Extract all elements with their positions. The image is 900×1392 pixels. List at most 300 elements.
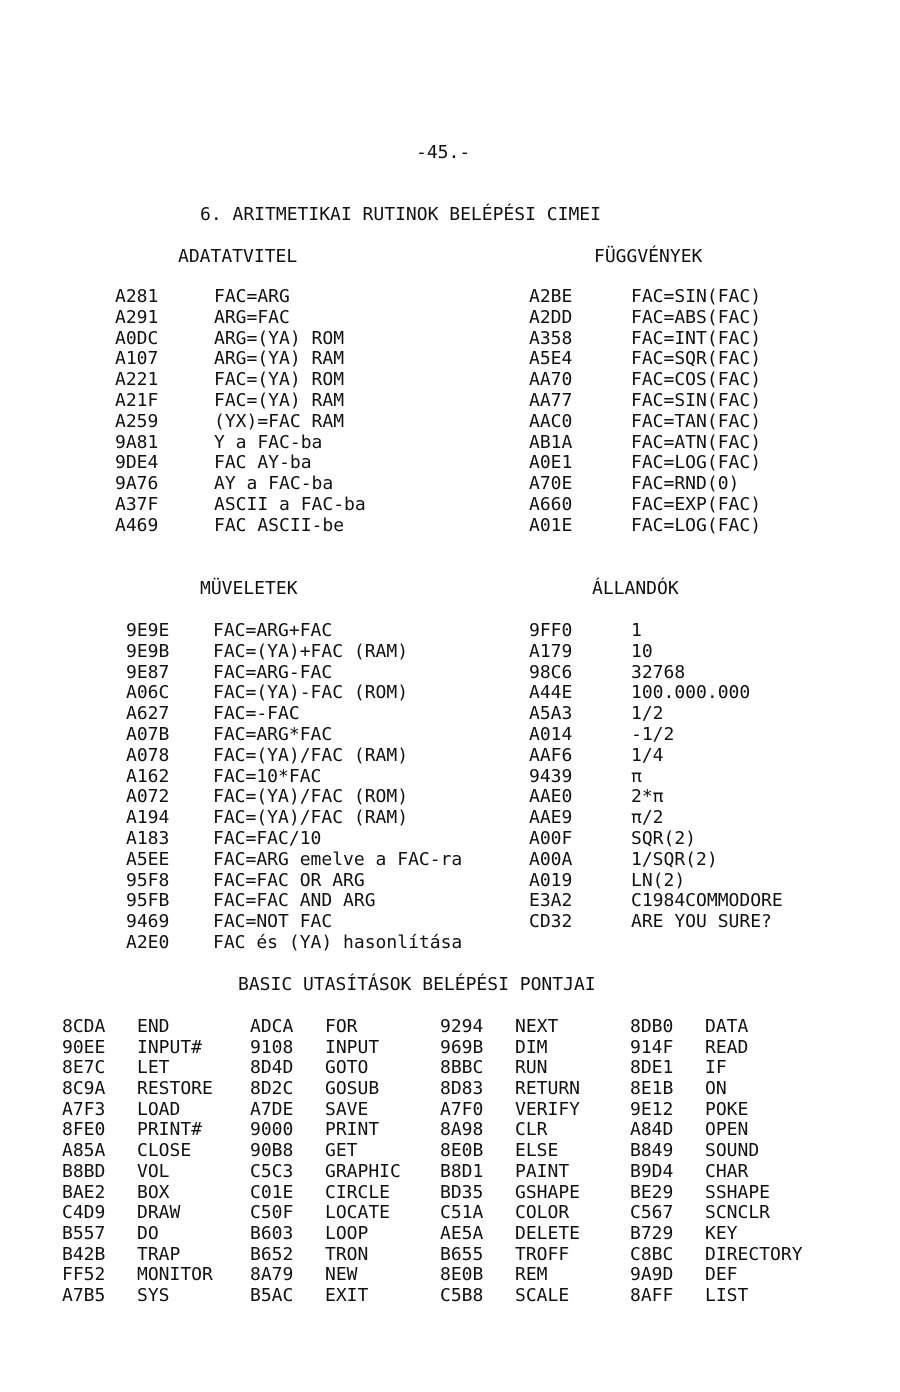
address-cell: A70E [529,473,573,495]
command-cell: INPUT [325,1036,380,1058]
command-cell: READ [705,1036,749,1058]
description-cell: FAC=ARG*FAC [213,723,333,745]
address-cell: A5EE [126,848,170,870]
address-cell: 9E12 [630,1098,674,1120]
description-cell: FAC=SIN(FAC) [631,389,762,411]
description-cell: FAC AY-ba [214,452,312,474]
description-cell: (YX)=FAC RAM [214,410,345,432]
description-cell: ARG=(YA) RAM [214,348,345,370]
address-cell: 9439 [529,765,573,787]
command-cell: GET [325,1140,358,1162]
address-cell: AAC0 [529,410,573,432]
command-cell: DATA [705,1016,749,1037]
description-cell: 2*π [631,786,664,808]
command-cell: GRAPHIC [325,1160,401,1182]
command-cell: NEXT [515,1016,559,1037]
address-cell: C5B8 [440,1284,484,1306]
description-cell: FAC=ARG-FAC [213,661,333,683]
section-heading-allandok: ÁLLANDÓK [592,578,679,599]
table-row [0,828,520,849]
command-cell: LOCATE [325,1202,391,1224]
address-cell: A44E [529,682,573,704]
command-cell: TRAP [137,1243,181,1265]
command-cell: SCALE [515,1284,570,1306]
description-cell: 1/4 [631,744,664,766]
chapter-title: 6. ARITMETIKAI RUTINOK BELÉPÉSI CIMEI [200,204,601,225]
address-cell: 95FB [126,890,170,912]
address-cell: B42B [62,1243,106,1265]
description-cell: ARG=FAC [214,306,290,328]
command-cell: TROFF [515,1243,570,1265]
address-cell: C50F [250,1202,294,1224]
address-cell: 9294 [440,1016,484,1037]
table-row [450,411,900,432]
description-cell: 1 [631,620,642,641]
table-row [0,1119,900,1140]
table-row [0,1161,900,1182]
address-cell: 9A9D [630,1264,674,1286]
description-cell: FAC=NOT FAC [213,911,333,933]
command-cell: ON [705,1078,727,1100]
address-cell: CD32 [529,911,573,933]
command-cell: RUN [515,1057,548,1079]
description-cell: FAC=(YA)/FAC (RAM) [213,744,409,766]
table-row [0,1057,900,1078]
address-cell: A014 [529,723,573,745]
address-cell: A7F3 [62,1098,106,1120]
address-cell: 8D2C [250,1078,294,1100]
address-cell: 90B8 [250,1140,294,1162]
description-cell: ARG=(YA) ROM [214,327,345,349]
description-cell: FAC és (YA) hasonlítása [213,931,463,953]
description-cell: π/2 [631,807,664,829]
description-cell: FAC=ABS(FAC) [631,306,762,328]
description-cell: C1984COMMODORE [631,890,783,912]
address-cell: A85A [62,1140,106,1162]
address-cell: B655 [440,1243,484,1265]
address-cell: 8D4D [250,1057,294,1079]
address-cell: A358 [529,327,573,349]
address-cell: 8D83 [440,1078,484,1100]
table-row [0,786,520,807]
command-cell: IF [705,1057,727,1079]
command-cell: DRAW [137,1202,181,1224]
address-cell: A291 [115,306,159,328]
command-cell: REM [515,1264,548,1286]
address-cell: C01E [250,1181,294,1203]
address-cell: 8FE0 [62,1119,106,1141]
section-heading-muveletek: MÜVELETEK [200,578,298,599]
table-row [520,682,900,703]
command-cell: LOOP [325,1222,369,1244]
description-cell: FAC=ARG emelve a FAC-ra [213,848,463,870]
command-cell: SCNCLR [705,1202,771,1224]
table-row [450,390,900,411]
table-row [0,1285,900,1306]
address-cell: A2BE [529,286,573,307]
description-cell: FAC=FAC/10 [213,827,322,849]
address-cell: 8BBC [440,1057,484,1079]
table-row [0,369,450,390]
table-row [520,911,900,932]
description-cell: LN(2) [631,869,686,891]
address-cell: E3A2 [529,890,573,912]
address-cell: BD35 [440,1181,484,1203]
command-cell: GSHAPE [515,1181,581,1203]
table-row [0,1140,900,1161]
description-cell: AY a FAC-ba [214,473,334,495]
command-cell: PAINT [515,1160,570,1182]
description-cell: 1/SQR(2) [631,848,718,870]
address-cell: A07B [126,723,170,745]
description-cell: FAC=ARG [214,286,290,307]
command-cell: DELETE [515,1222,581,1244]
description-cell: FAC=COS(FAC) [631,369,762,391]
address-cell: A2E0 [126,931,170,953]
table-row [520,786,900,807]
address-cell: B8BD [62,1160,106,1182]
description-cell: FAC=ATN(FAC) [631,431,762,453]
address-cell: 9E9E [126,620,170,641]
table-row [520,745,900,766]
address-cell: B557 [62,1222,106,1244]
command-cell: CIRCLE [325,1181,391,1203]
description-cell: FAC=-FAC [213,703,300,725]
address-cell: A7F0 [440,1098,484,1120]
address-cell: A107 [115,348,159,370]
address-cell: A0E1 [529,452,573,474]
address-cell: A259 [115,410,159,432]
address-cell: C51A [440,1202,484,1224]
address-cell: C8BC [630,1243,674,1265]
command-cell: SSHAPE [705,1181,771,1203]
table-row [520,703,900,724]
address-cell: AAE0 [529,786,573,808]
table-row [0,307,450,328]
address-cell: A072 [126,786,170,808]
address-cell: B603 [250,1222,294,1244]
table-row [520,828,900,849]
description-cell: FAC=(YA)-FAC (ROM) [213,682,409,704]
address-cell: B849 [630,1140,674,1162]
table-row [0,1202,900,1223]
table-row [0,703,520,724]
address-cell: A7B5 [62,1284,106,1306]
table-row [0,494,450,515]
description-cell: FAC=INT(FAC) [631,327,762,349]
table-row [0,390,450,411]
table-row [0,766,520,787]
description-cell: ARE YOU SURE? [631,911,772,933]
address-cell: A84D [630,1119,674,1141]
table-row [450,494,900,515]
table-row [0,1223,900,1244]
table-row [0,1078,900,1099]
table-row [450,348,900,369]
address-cell: C4D9 [62,1202,106,1224]
address-cell: A5A3 [529,703,573,725]
description-cell: FAC=(YA)/FAC (ROM) [213,786,409,808]
address-cell: 969B [440,1036,484,1058]
address-cell: BAE2 [62,1181,106,1203]
address-cell: A179 [529,640,573,662]
description-cell: 1/2 [631,703,664,725]
description-cell: SQR(2) [631,827,697,849]
description-cell: FAC=SQR(FAC) [631,348,762,370]
address-cell: 8E0B [440,1264,484,1286]
address-cell: 9FF0 [529,620,573,641]
command-cell: PRINT# [137,1119,203,1141]
command-cell: END [137,1016,170,1037]
description-cell: FAC=ARG+FAC [213,620,333,641]
table-row [0,849,520,870]
address-cell: C5C3 [250,1160,294,1182]
description-cell: FAC=(YA)/FAC (RAM) [213,807,409,829]
table-row [0,932,520,953]
command-cell: BOX [137,1181,170,1203]
muveletek-table [0,620,520,953]
address-cell: 9E9B [126,640,170,662]
allandok-table [520,620,900,932]
description-cell: FAC=SIN(FAC) [631,286,762,307]
table-row [520,641,900,662]
description-cell: FAC=LOG(FAC) [631,514,762,536]
address-cell: A019 [529,869,573,891]
address-cell: A0DC [115,327,159,349]
command-cell: DEF [705,1264,738,1286]
command-cell: POKE [705,1098,749,1120]
address-cell: 8CDA [62,1016,106,1037]
table-row [0,1099,900,1120]
command-cell: CLR [515,1119,548,1141]
command-cell: LIST [705,1284,749,1306]
table-row [0,911,520,932]
address-cell: 8DE1 [630,1057,674,1079]
command-cell: VERIFY [515,1098,581,1120]
address-cell: 8A79 [250,1264,294,1286]
command-cell: RESTORE [137,1078,213,1100]
command-cell: KEY [705,1222,738,1244]
description-cell: FAC ASCII-be [214,514,345,536]
address-cell: BE29 [630,1181,674,1203]
table-row [0,807,520,828]
command-cell: SAVE [325,1098,369,1120]
address-cell: A469 [115,514,159,536]
address-cell: A5E4 [529,348,573,370]
description-cell: ASCII a FAC-ba [214,493,366,515]
address-cell: A194 [126,807,170,829]
command-cell: LOAD [137,1098,181,1120]
page-number: -45.- [416,142,471,163]
fuggvenyek-table [450,286,900,536]
address-cell: B652 [250,1243,294,1265]
address-cell: A00F [529,827,573,849]
address-cell: AAF6 [529,744,573,766]
command-cell: RETURN [515,1078,581,1100]
basic-table [0,1016,900,1306]
address-cell: 9A81 [115,431,159,453]
table-row [0,641,520,662]
command-cell: GOSUB [325,1078,380,1100]
address-cell: B9D4 [630,1160,674,1182]
table-row [450,369,900,390]
address-cell: AE5A [440,1222,484,1244]
description-cell: FAC=(YA)+FAC (RAM) [213,640,409,662]
address-cell: A281 [115,286,159,307]
table-row [0,328,450,349]
table-row [450,307,900,328]
address-cell: 9E87 [126,661,170,683]
command-cell: MONITOR [137,1264,213,1286]
description-cell: 100.000.000 [631,682,751,704]
address-cell: A00A [529,848,573,870]
table-row [0,1016,900,1037]
address-cell: B5AC [250,1284,294,1306]
command-cell: DIRECTORY [705,1243,803,1265]
table-row [0,286,450,307]
description-cell: FAC=EXP(FAC) [631,493,762,515]
table-row [450,452,900,473]
table-row [0,724,520,745]
table-row [0,515,450,536]
table-row [450,286,900,307]
address-cell: A37F [115,493,159,515]
address-cell: A162 [126,765,170,787]
table-row [0,870,520,891]
table-row [0,1182,900,1203]
address-cell: 9108 [250,1036,294,1058]
address-cell: A2DD [529,306,573,328]
command-cell: INPUT# [137,1036,203,1058]
table-row [0,452,450,473]
description-cell: 10 [631,640,653,662]
table-row [0,1264,900,1285]
address-cell: 914F [630,1036,674,1058]
table-row [0,662,520,683]
address-cell: 9000 [250,1119,294,1141]
table-row [450,515,900,536]
table-row [0,432,450,453]
description-cell: Y a FAC-ba [214,431,323,453]
description-cell: FAC=TAN(FAC) [631,410,762,432]
description-cell: FAC=(YA) RAM [214,389,345,411]
address-cell: A06C [126,682,170,704]
table-row [0,745,520,766]
command-cell: NEW [325,1264,358,1286]
command-cell: DO [137,1222,159,1244]
description-cell: FAC=RND(0) [631,473,740,495]
description-cell: -1/2 [631,723,675,745]
description-cell: FAC=LOG(FAC) [631,452,762,474]
description-cell: FAC=(YA) ROM [214,369,345,391]
table-row [450,432,900,453]
address-cell: A078 [126,744,170,766]
command-cell: CHAR [705,1160,749,1182]
adatatvitel-table [0,286,450,536]
address-cell: B729 [630,1222,674,1244]
address-cell: AA77 [529,389,573,411]
address-cell: A183 [126,827,170,849]
command-cell: DIM [515,1036,548,1058]
table-row [520,849,900,870]
table-row [520,620,900,641]
address-cell: ADCA [250,1016,294,1037]
address-cell: 98C6 [529,661,573,683]
table-row [0,473,450,494]
address-cell: 95F8 [126,869,170,891]
address-cell: AAE9 [529,807,573,829]
table-row [450,473,900,494]
address-cell: C567 [630,1202,674,1224]
command-cell: TRON [325,1243,369,1265]
table-row [450,328,900,349]
address-cell: B8D1 [440,1160,484,1182]
description-cell: FAC=10*FAC [213,765,322,787]
command-cell: VOL [137,1160,170,1182]
address-cell: A221 [115,369,159,391]
address-cell: 9DE4 [115,452,159,474]
command-cell: OPEN [705,1119,749,1141]
table-row [0,890,520,911]
table-row [0,348,450,369]
table-row [520,807,900,828]
address-cell: 8E7C [62,1057,106,1079]
command-cell: EXIT [325,1284,369,1306]
address-cell: 8E0B [440,1140,484,1162]
address-cell: A21F [115,389,159,411]
table-row [0,1244,900,1265]
table-row [0,411,450,432]
command-cell: LET [137,1057,170,1079]
section-heading-adatatvitel: ADATATVITEL [178,246,298,267]
address-cell: 8E1B [630,1078,674,1100]
command-cell: SYS [137,1284,170,1306]
address-cell: 8C9A [62,1078,106,1100]
address-cell: A7DE [250,1098,294,1120]
table-row [0,1037,900,1058]
address-cell: FF52 [62,1264,106,1286]
description-cell: π [631,765,642,787]
address-cell: 9469 [126,911,170,933]
table-row [0,682,520,703]
command-cell: PRINT [325,1119,380,1141]
command-cell: CLOSE [137,1140,192,1162]
table-row [0,620,520,641]
address-cell: 8DB0 [630,1016,674,1037]
address-cell: A01E [529,514,573,536]
address-cell: 8AFF [630,1284,674,1306]
address-cell: AB1A [529,431,573,453]
section-heading-fuggvenyek: FÜGGVÉNYEK [594,246,703,267]
table-row [520,870,900,891]
table-row [520,890,900,911]
command-cell: ELSE [515,1140,559,1162]
table-row [520,724,900,745]
description-cell: FAC=FAC OR ARG [213,869,365,891]
table-row [520,766,900,787]
address-cell: 8A98 [440,1119,484,1141]
address-cell: A660 [529,493,573,515]
command-cell: COLOR [515,1202,570,1224]
address-cell: AA70 [529,369,573,391]
address-cell: 90EE [62,1036,106,1058]
command-cell: FOR [325,1016,358,1037]
description-cell: FAC=FAC AND ARG [213,890,376,912]
address-cell: 9A76 [115,473,159,495]
description-cell: 32768 [631,661,686,683]
address-cell: A627 [126,703,170,725]
table-row [520,662,900,683]
